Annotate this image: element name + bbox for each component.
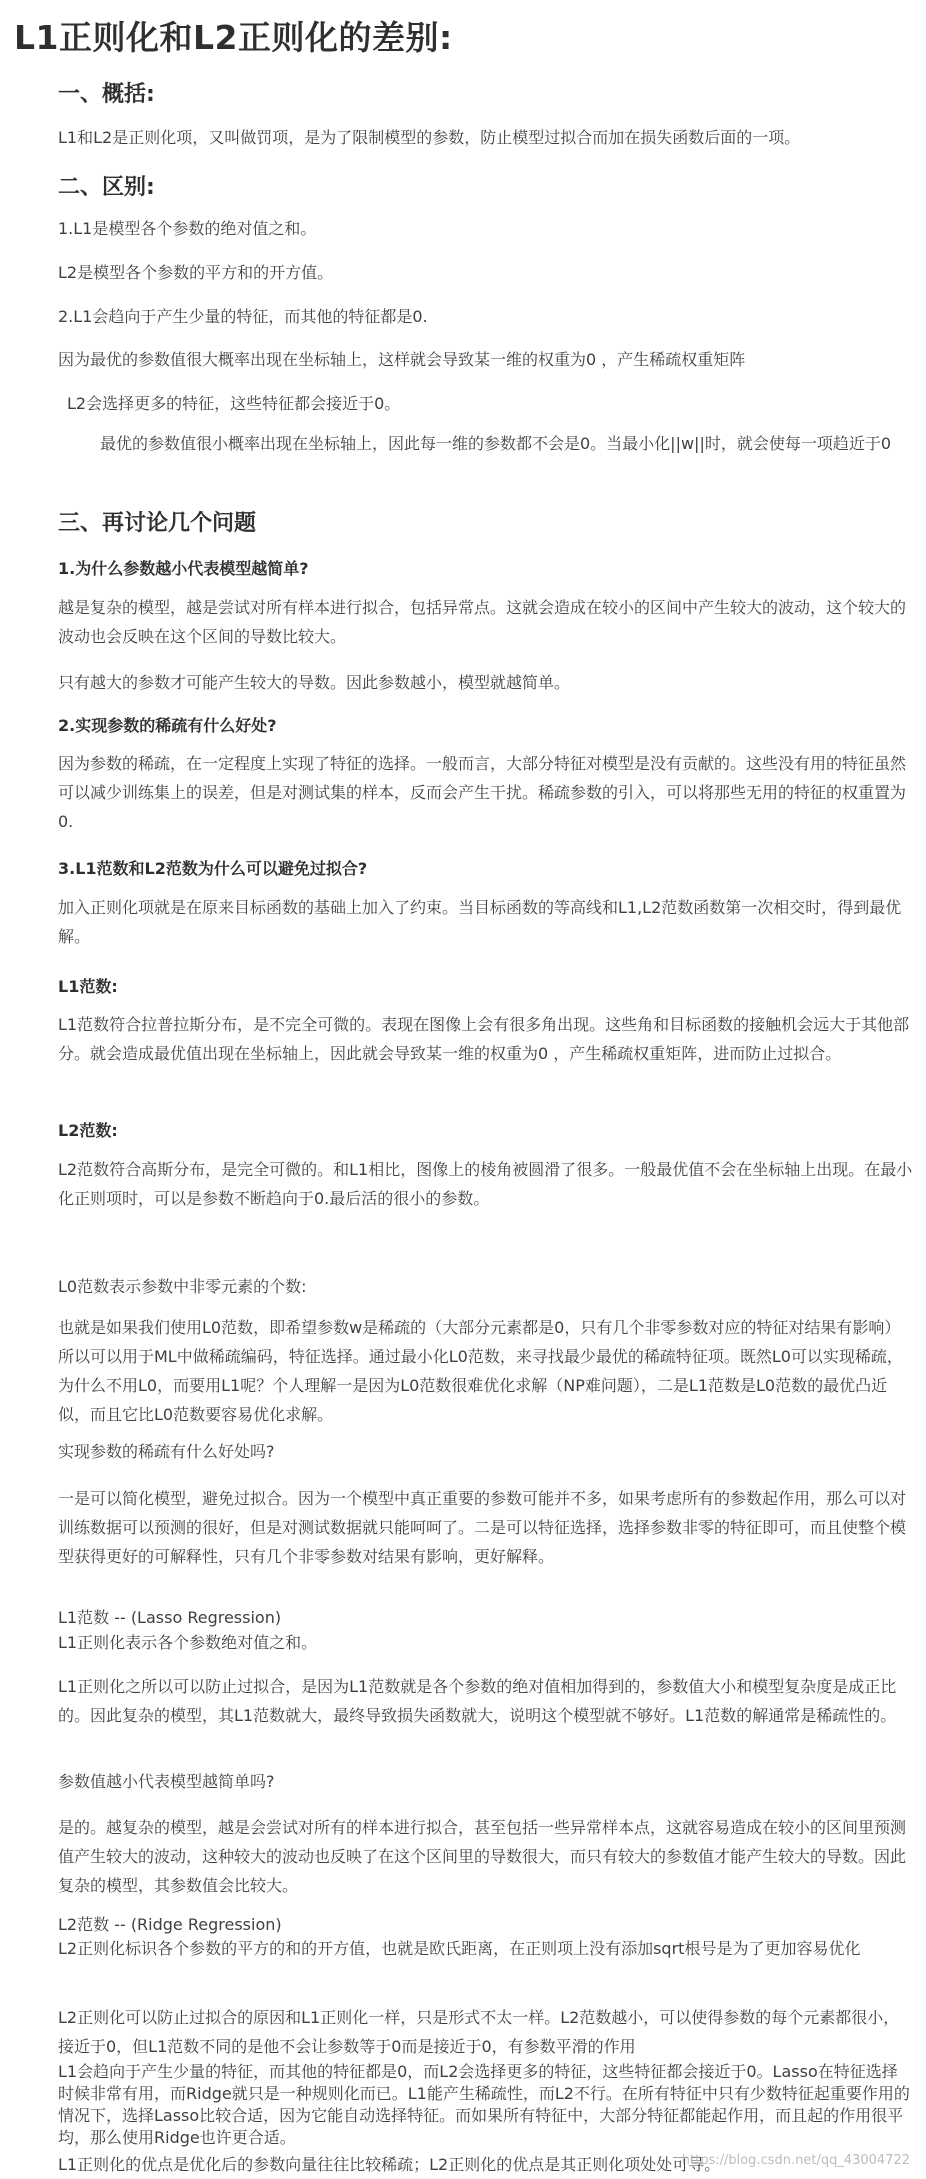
question-title-3: 3.L1范数和L2范数为什么可以避免过拟合?: [58, 859, 368, 878]
paragraph-simple-answer: 是的。越复杂的模型，越是会尝试对所有的样本进行拟合，甚至包括一些异常样本点，这就容易造成在较小的区间里预测值产生较大的波动，这种较大的波动也反映了在这个区间里的导数很大，而只有较大的参数值才能产生较大的导数。因此复杂的模型，其参数值会比较大。: [58, 1818, 907, 1895]
paragraph-l2-reason: 最优的参数值很小概率出现在坐标轴上，因此每一维的参数都不会是0。当最小化||w||时，就会使每一项趋近于0: [100, 434, 892, 453]
paragraph-l2-definition: L2是模型各个参数的平方和的开方值。: [58, 263, 334, 282]
paragraph-final-1: L2正则化可以防止过拟合的原因和L1正则化一样，只是形式不太一样。L2范数越小，可以使得参数的每个元素都很小，接近于0，但L1范数不同的是他不会让参数等于0而是接近于0，有参数平滑的作用: [58, 2008, 900, 2056]
paragraph-l2-norm: L2范数符合高斯分布，是完全可微的。和L1相比，图像上的棱角被圆滑了很多。一般最优值不会在坐标轴上出现。在最小化正则项时，可以是参数不断趋向于0.最后活的很小的参数。: [58, 1160, 913, 1208]
page-title: L1正则化和L2正则化的差别:: [14, 18, 453, 57]
paragraph-q1-answer-1: 越是复杂的模型，越是尝试对所有样本进行拟合，包括异常点。这就会造成在较小的区间中产生较大的波动，这个较大的波动也会反映在这个区间的导数比较大。: [58, 598, 907, 646]
paragraph-final-2: L1会趋向于产生少量的特征，而其他的特征都是0，而L2会选择更多的特征，这些特征都会接近于0。Lasso在特征选择时候非常有用，而Ridge就只是一种规则化而已。L1能产生稀疏性，而L2不行。在所有特征中只有少数特征起重要作用的情况下，选择Lasso比较合适，因为它能自动选择特征。而如果所有特征中，大部分特征都能起作用，而且起的作用很平均，那么使用Ridge也许更合适。: [58, 2062, 910, 2147]
heading-lasso-regression: L1范数 -- (Lasso Regression): [58, 1608, 282, 1627]
section-heading-summary: 一、概括:: [58, 82, 155, 107]
question-title-1: 1.为什么参数越小代表模型越简单?: [58, 559, 309, 578]
paragraph-l1-reason: 因为最优的参数值很大概率出现在坐标轴上，这样就会导致某一维的权重为0 ，产生稀疏权重矩阵: [58, 350, 746, 369]
paragraph-l1-norm: L1范数符合拉普拉斯分布，是不完全可微的。表现在图像上会有很多角出现。这些角和目标函数的接触机会远大于其他部分。就会造成最优值出现在坐标轴上，因此就会导致某一维的权重为0 ，产生稀疏权重矩阵，进而防止过拟合。: [58, 1015, 910, 1063]
question-title-2: 2.实现参数的稀疏有什么好处?: [58, 716, 277, 735]
paragraph-final-3: L1正则化的优点是优化后的参数向量往往比较稀疏；L2正则化的优点是其正则化项处处可导。: [58, 2155, 721, 2174]
paragraph-l1-definition: 1.L1是模型各个参数的绝对值之和。: [58, 219, 317, 238]
paragraph-l0-intro: L0范数表示参数中非零元素的个数:: [58, 1277, 307, 1296]
paragraph-sparse-answer: 一是可以简化模型，避免过拟合。因为一个模型中真正重要的参数可能并不多，如果考虑所有的参数起作用，那么可以对训练数据可以预测的很好，但是对测试数据就只能呵呵了。二是可以特征选择，选择参数非零的特征即可，而且使整个模型获得更好的可解释性，只有几个非零参数对结果有影响，更好解释。: [58, 1489, 907, 1566]
subheading-l2-norm: L2范数:: [58, 1121, 118, 1140]
section-heading-difference: 二、区别:: [58, 175, 155, 200]
paragraph-simple-question: 参数值越小代表模型越简单吗?: [58, 1772, 275, 1791]
paragraph-sparse-question: 实现参数的稀疏有什么好处吗?: [58, 1442, 275, 1461]
paragraph-lasso-definition: L1正则化表示各个参数绝对值之和。: [58, 1633, 318, 1652]
paragraph-q3-answer: 加入正则化项就是在原来目标函数的基础上加入了约束。当目标函数的等高线和L1,L2范数函数第一次相交时，得到最优解。: [58, 898, 902, 946]
section-heading-discussion: 三、再讨论几个问题: [58, 511, 257, 536]
paragraph-l2-features: L2会选择更多的特征，这些特征都会接近于0。: [67, 394, 401, 413]
paragraph-lasso-text: L1正则化之所以可以防止过拟合，是因为L1范数就是各个参数的绝对值相加得到的，参数值大小和模型复杂度是成正比的。因此复杂的模型，其L1范数就大，最终导致损失函数就大，说明这个模型就不够好。L1范数的解通常是稀疏性的。: [58, 1677, 897, 1725]
paragraph-l0-text: 也就是如果我们使用L0范数，即希望参数w是稀疏的（大部分元素都是0，只有几个非零参数对应的特征对结果有影响）所以可以用于ML中做稀疏编码，特征选择。通过最小化L0范数，来寻找最少最优的稀疏特征项。既然L0可以实现稀疏，为什么不用L0，而要用L1呢？个人理解一是因为L0范数很难优化求解（NP难问题），二是L1范数是L0范数的最优凸近似，而且它比L0范数要容易优化求解。: [58, 1318, 903, 1424]
subheading-l1-norm: L1范数:: [58, 977, 118, 996]
paragraph-ridge-definition: L2正则化标识各个参数的平方的和的开方值，也就是欧氏距离，在正则项上没有添加sqrt根号是为了更加容易优化: [58, 1939, 861, 1958]
paragraph-summary: L1和L2是正则化项，又叫做罚项，是为了限制模型的参数，防止模型过拟合而加在损失函数后面的一项。: [58, 128, 801, 147]
heading-ridge-regression: L2范数 -- (Ridge Regression): [58, 1915, 282, 1934]
watermark-text: https://blog.csdn.net/qq_43004722: [681, 2153, 910, 2168]
paragraph-l1-sparse: 2.L1会趋向于产生少量的特征，而其他的特征都是0.: [58, 307, 428, 326]
paragraph-q2-answer: 因为参数的稀疏，在一定程度上实现了特征的选择。一般而言，大部分特征对模型是没有贡献的。这些没有用的特征虽然可以减少训练集上的误差，但是对测试集的样本，反而会产生干扰。稀疏参数的引入，可以将那些无用的特征的权重置为0.: [58, 754, 907, 831]
paragraph-q1-answer-2: 只有越大的参数才可能产生较大的导数。因此参数越小，模型就越简单。: [58, 673, 571, 692]
